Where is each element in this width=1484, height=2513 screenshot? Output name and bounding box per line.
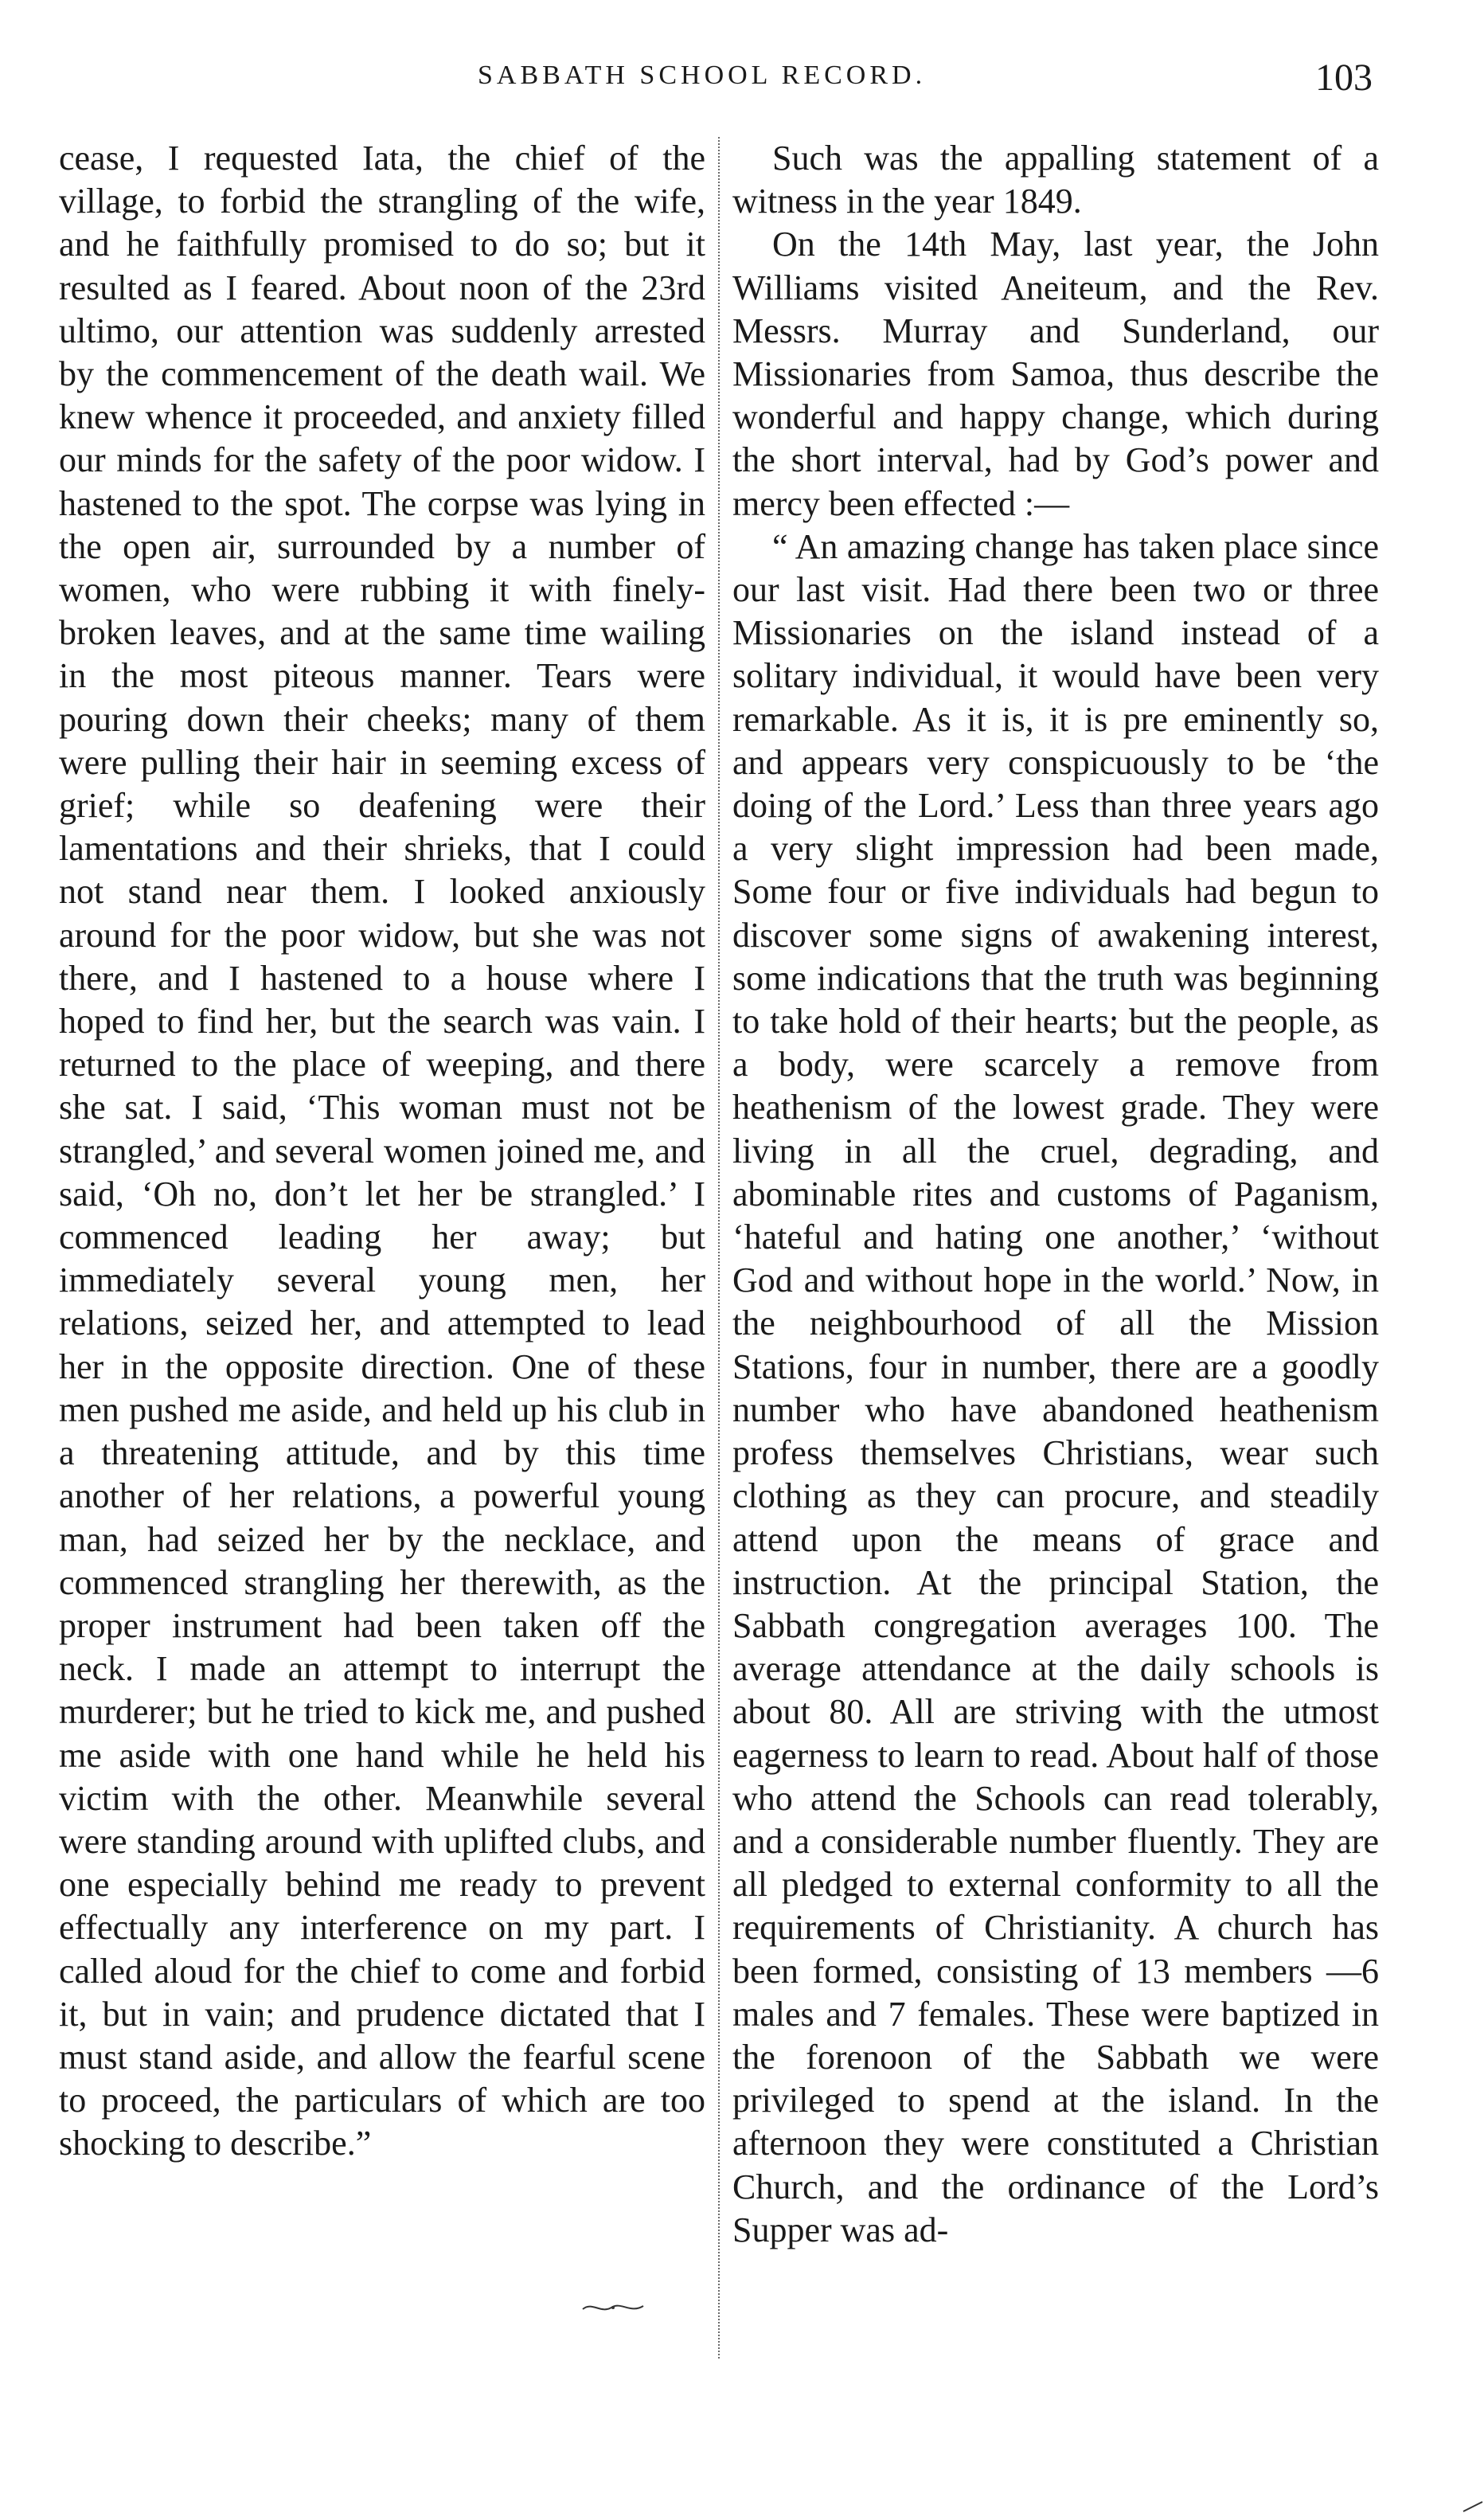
right-paragraph-1: Such was the appalling statement of a witness in the year 1849. (732, 139, 1379, 221)
page-number: 103 (1315, 57, 1373, 99)
column-divider (718, 137, 720, 2359)
margin-mark-icon (1462, 2491, 1484, 2513)
right-paragraph-2: On the 14th May, last year, the John Williams visited Aneiteum, and the Rev. Messrs. Murray and Sunderland, our Missionaries from Samoa, thus describe the wonderful and happy change, which during the short interval, had by God’s power and mercy been effected :— (732, 225, 1379, 523)
end-ornament-icon (581, 2300, 645, 2316)
running-title: SABBATH SCHOOL RECORD. (478, 61, 927, 90)
left-column-text: cease, I requested Iata, the chief of the village, to forbid the strangling of the wife, and he faithfully promised to do so; but it resulted as I feared. About noon of the 23rd ultimo, our attention was suddenly arrested by the commencement of the death wail. We knew whence it proceeded, and anxiety filled our minds for the safety of the poor widow. I hastened to the spot. The corpse was lying in the open air, surrounded by a number of women, who were rubbing it with finely-broken leaves, and at the same time wailing in the most piteous manner. Tears were pouring down their cheeks; many of them were pulling their hair in seeming excess of grief; while so deafening were their lamentations and their shrieks, that I could not stand near them. I looked anxiously around for the poor widow, but she was not there, and I hastened to a house where I hoped to find her, but the search was vain. I returned to the place of weeping, and there she sat. I said, ‘This woman must not be strangled,’ and several women joined me, and said, ‘Oh no, don’t let her be strangled.’ I commenced leading her away; but immediately several young men, her relations, seized her, and attempted to lead her in the opposite direction. One of these men pushed me aside, and held up his club in a threatening attitude, and by this time another of her relations, a powerful young man, had seized her by the necklace, and commenced strangling her therewith, as the proper instrument had been taken off the neck. I made an attempt to interrupt the murderer; but he tried to kick me, and pushed me aside with one hand while he held his victim with the other. Meanwhile several were standing around with uplifted clubs, and one especially behind me ready to prevent effectually any interference on my part. I called aloud for the chief to come and forbid it, but in vain; and prudence dictated that I must stand aside, and allow the fearful scene to proceed, the particulars of which are too shocking to describe.” (59, 139, 705, 2163)
page-header (0, 56, 1484, 111)
right-column (732, 137, 1379, 2252)
right-paragraph-3: “ An amazing change has taken place since our last visit. Had there been two or three Missionaries on the island instead of a solitary individual, it would have been very remarkable. As it is, it is pre eminently so, and appears very conspicuously to be ‘the doing of the Lord.’ Less than three years ago a very slight impression had been made, Some four or five individuals had begun to discover some signs of awakening interest, some indications that the truth was beginning to take hold of their hearts; but the people, as a body, were scarcely a remove from heathenism of the lowest grade. They were living in all the cruel, degrading, and abominable rites and customs of Paganism, ‘hateful and hating one another,’ ‘without God and without hope in the world.’ Now, in the neighbourhood of all the Mission Stations, four in number, there are a goodly number who have abandoned heathenism profess themselves Christians, wear such clothing as they can procure, and steadily attend upon the means of grace and instruction. At the principal Station, the Sabbath congregation averages 100. The average attendance at the daily schools is about 80. All are striving with the utmost eagerness to learn to read. About half of those who attend the Schools can read tolerably, and a considerable number fluently. They are all pledged to external conformity to all the requirements of Christianity. A church has been formed, consisting of 13 members —6 males and 7 females. These were baptized in the forenoon of the Sabbath we were privileged to spend at the island. In the afternoon they were constituted a Christian Church, and the ordinance of the Lord’s Supper was ad- (732, 526, 1379, 2249)
left-column (59, 137, 705, 2166)
